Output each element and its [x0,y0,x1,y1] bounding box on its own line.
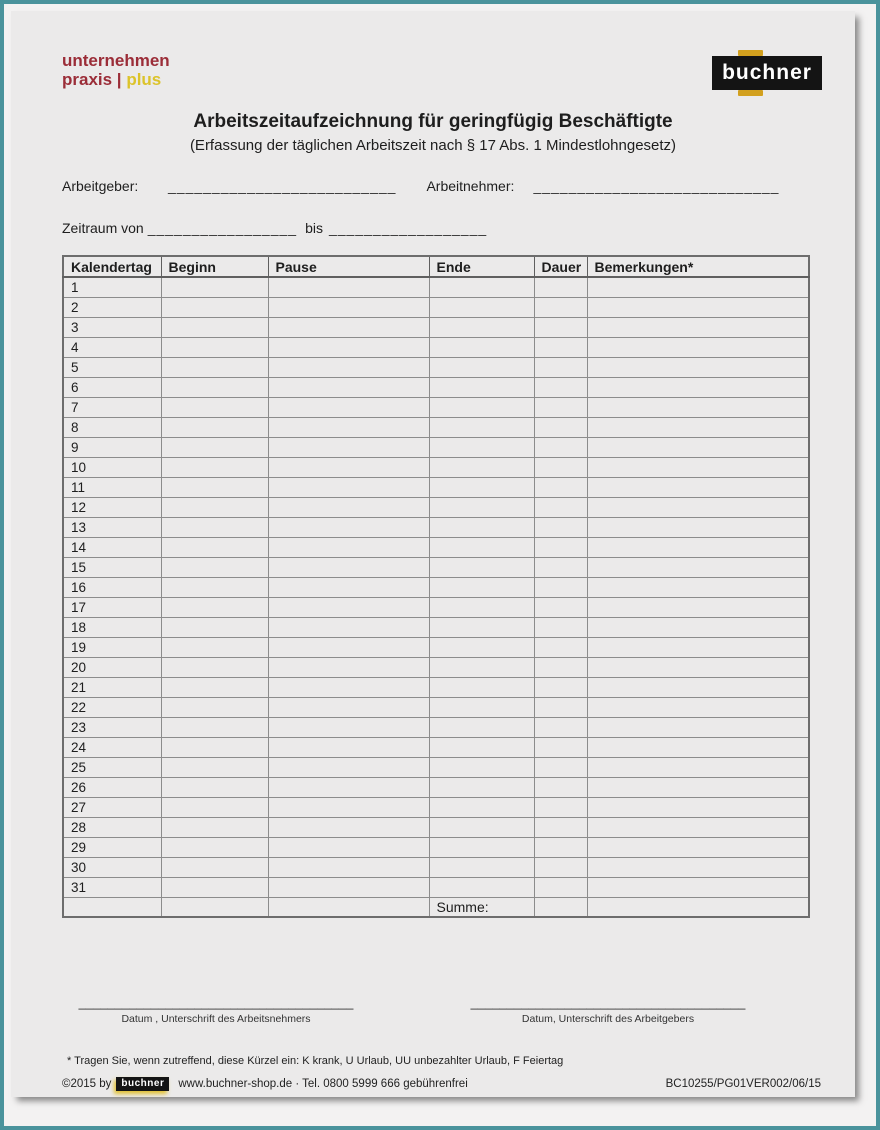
table-row [63,617,809,637]
entry-cell [268,817,429,837]
table-row [63,797,809,817]
day-number-cell: 5 [63,357,161,377]
entry-cell [587,657,809,677]
footer-contact-text: www.buchner-shop.de · Tel. 0800 5999 666 gebührenfrei [178,1078,468,1090]
entry-cell [587,397,809,417]
col-header-beginn: Beginn [161,256,268,277]
entry-cell [429,437,534,457]
entry-cell [429,357,534,377]
day-number-cell: 7 [63,397,161,417]
entry-cell [161,757,268,777]
entry-cell [534,357,587,377]
day-number-cell: 14 [63,537,161,557]
entry-cell [161,317,268,337]
entry-cell [429,277,534,297]
entry-cell [534,317,587,337]
buchner-logo-text: buchner [722,61,812,84]
entry-cell [534,537,587,557]
table-row [63,417,809,437]
entry-cell [534,457,587,477]
entry-cell [161,737,268,757]
entry-cell [429,777,534,797]
entry-cell [161,657,268,677]
entry-cell [161,477,268,497]
employee-signature-line: ______________________________________ [78,995,354,1010]
period-from-blank-line: _________________ [147,220,298,236]
entry-cell [534,297,587,317]
entry-cell [534,897,587,917]
entry-cell [161,837,268,857]
entry-cell [268,777,429,797]
entry-cell [161,697,268,717]
entry-cell [534,477,587,497]
entry-cell [268,517,429,537]
day-number-cell: 13 [63,517,161,537]
table-header [63,256,809,277]
table-row [63,877,809,897]
entry-cell [268,557,429,577]
entry-cell [268,837,429,857]
day-number-cell: 18 [63,617,161,637]
buchner-logo [712,56,822,90]
table-row [63,837,809,857]
table-row [63,477,809,497]
period-row [62,220,810,236]
entry-cell [429,657,534,677]
entry-cell [429,817,534,837]
entry-cell [161,437,268,457]
col-header-pause: Pause [268,256,429,277]
entry-cell [587,677,809,697]
entry-cell [534,597,587,617]
summe-label-cell: Summe: [429,897,534,917]
entry-cell [429,677,534,697]
entry-cell [587,717,809,737]
day-number-cell: 31 [63,877,161,897]
unternehmen-praxis-plus-logo [62,51,170,89]
entry-cell [268,737,429,757]
entry-cell [161,397,268,417]
table-row [63,657,809,677]
logo-plus: plus [126,70,162,90]
entry-cell [429,597,534,617]
entry-cell [587,337,809,357]
entry-cell [429,417,534,437]
entry-cell [268,397,429,417]
entry-cell [161,717,268,737]
entry-cell [587,457,809,477]
employee-label: Arbeitnehmer: [426,178,515,194]
entry-cell [534,677,587,697]
entry-cell [587,697,809,717]
entry-cell [587,297,809,317]
entry-cell [429,317,534,337]
entry-cell [161,677,268,697]
table-row [63,457,809,477]
day-number-cell: 24 [63,737,161,757]
employee-signature-block [66,995,366,1025]
entry-cell [429,477,534,497]
entry-cell [587,537,809,557]
day-number-cell: 3 [63,317,161,337]
period-bis-label: bis [305,220,323,236]
entry-cell [587,317,809,337]
table-row [63,517,809,537]
period-label: Zeitraum von [62,220,144,236]
entry-cell [268,657,429,677]
table-row [63,337,809,357]
entry-cell [534,437,587,457]
abbreviation-footnote: * Tragen Sie, wenn zutreffend, diese Kürzel ein: K krank, U Urlaub, UU unbezahlter Urlaub, F Feiertag [67,1055,564,1067]
table-row [63,597,809,617]
document-code: BC10255/PG01VER002/06/15 [665,1078,821,1090]
day-number-cell: 10 [63,457,161,477]
entry-cell [161,877,268,897]
entry-cell [587,517,809,537]
day-number-cell: 17 [63,597,161,617]
employer-signature-line: ______________________________________ [470,995,746,1010]
day-number-cell: 16 [63,577,161,597]
entry-cell [429,717,534,737]
entry-cell [268,757,429,777]
entry-cell [429,297,534,317]
entry-cell [534,657,587,677]
entry-cell [587,437,809,457]
entry-cell [587,377,809,397]
day-number-cell: 20 [63,657,161,677]
entry-cell [587,417,809,437]
entry-cell [268,857,429,877]
page-footer [62,1077,821,1091]
table-row [63,697,809,717]
employer-blank-line: __________________________ [168,178,397,194]
entry-cell [161,457,268,477]
table-row [63,377,809,397]
entry-cell [268,617,429,637]
entry-cell [268,337,429,357]
entry-cell [161,517,268,537]
entry-cell [587,597,809,617]
entry-cell [534,817,587,837]
entry-cell [587,897,809,917]
employee-blank-line: ____________________________ [533,178,780,194]
entry-cell [587,817,809,837]
day-number-cell: 29 [63,837,161,857]
entry-cell [268,677,429,697]
day-number-cell: 30 [63,857,161,877]
entry-cell [268,877,429,897]
entry-cell [587,577,809,597]
table-row [63,537,809,557]
logo-line1: unternehmen [62,51,170,70]
entry-cell [161,597,268,617]
entry-cell [587,737,809,757]
table-row [63,557,809,577]
day-number-cell: 2 [63,297,161,317]
entry-cell [268,437,429,457]
entry-cell [161,417,268,437]
table-row [63,317,809,337]
table-row [63,677,809,697]
entry-cell [429,737,534,757]
copyright-text: ©2015 by [62,1078,112,1090]
entry-cell [161,357,268,377]
table-row [63,637,809,657]
col-header-kalendertag: Kalendertag [63,256,161,277]
entry-cell [268,277,429,297]
title-block [11,111,855,154]
entry-cell [429,557,534,577]
table-row [63,297,809,317]
day-number-cell: 27 [63,797,161,817]
day-number-cell: 9 [63,437,161,457]
entry-cell [161,577,268,597]
table-row [63,577,809,597]
entry-cell [429,837,534,857]
entry-cell [268,457,429,477]
entry-cell [587,617,809,637]
employer-signature-block [458,995,758,1025]
table-row [63,397,809,417]
entry-cell [534,617,587,637]
entry-cell [534,757,587,777]
entry-cell [268,357,429,377]
day-number-cell: 15 [63,557,161,577]
entry-cell [268,597,429,617]
entry-cell [534,857,587,877]
entry-cell [268,897,429,917]
entry-cell [268,717,429,737]
day-number-cell: 6 [63,377,161,397]
entry-cell [587,857,809,877]
entry-cell [429,697,534,717]
entry-cell [534,397,587,417]
table-row [63,437,809,457]
entry-cell [429,857,534,877]
entry-cell [534,577,587,597]
employee-signature-label: Datum , Unterschrift des Arbeitsnehmers [121,1013,311,1025]
entry-cell [161,617,268,637]
page-title: Arbeitszeitaufzeichnung für geringfügig Beschäftigte [193,111,673,132]
header-logos [62,51,822,90]
table-row [63,857,809,877]
employer-signature-label: Datum, Unterschrift des Arbeitgebers [521,1013,695,1025]
day-number-cell: 23 [63,717,161,737]
entry-cell [534,717,587,737]
entry-cell [161,277,268,297]
entry-cell [429,377,534,397]
table-footer [63,897,809,917]
entry-cell [429,537,534,557]
entry-cell [587,777,809,797]
day-number-cell: 25 [63,757,161,777]
table-row [63,277,809,297]
entry-cell [587,637,809,657]
entry-cell [534,697,587,717]
entry-cell [161,497,268,517]
day-number-cell: 11 [63,477,161,497]
entry-cell [161,557,268,577]
entry-cell [587,797,809,817]
entry-cell [429,337,534,357]
entry-cell [429,397,534,417]
logo-praxis: praxis | [62,70,122,90]
entry-cell [161,777,268,797]
footer-buchner-logo: buchner [116,1077,169,1091]
table-header-row [63,256,809,277]
col-header-dauer: Dauer [534,256,587,277]
day-number-cell: 12 [63,497,161,517]
table-row [63,777,809,797]
table-row [63,497,809,517]
employer-label: Arbeitgeber: [62,178,139,194]
entry-cell [268,377,429,397]
entry-cell [161,537,268,557]
col-header-ende: Ende [429,256,534,277]
summe-row [63,897,809,917]
table-row [63,757,809,777]
entry-cell [429,517,534,537]
entry-cell [534,797,587,817]
table-row [63,357,809,377]
day-number-cell: 26 [63,777,161,797]
entry-cell [161,797,268,817]
entry-cell [429,877,534,897]
entry-cell [587,477,809,497]
entry-cell [429,797,534,817]
entry-cell [534,277,587,297]
footer-left [62,1077,468,1091]
day-number-cell: 19 [63,637,161,657]
entry-cell [534,877,587,897]
entry-cell [534,517,587,537]
table-row [63,817,809,837]
entry-cell [429,617,534,637]
entry-cell [268,537,429,557]
entry-cell [161,897,268,917]
page-subtitle: (Erfassung der täglichen Arbeitszeit nach § 17 Abs. 1 Mindestlohngesetz) [189,137,677,154]
entry-cell [63,897,161,917]
entry-cell [534,417,587,437]
entry-cell [587,837,809,857]
entry-cell [268,637,429,657]
day-number-cell: 4 [63,337,161,357]
working-time-table [62,255,810,918]
entry-cell [161,857,268,877]
col-header-bemerkungen: Bemerkungen* [587,256,809,277]
table-row [63,737,809,757]
logo-line2 [62,70,170,89]
entry-cell [268,797,429,817]
entry-cell [534,777,587,797]
table-row [63,717,809,737]
entry-cell [161,817,268,837]
day-number-cell: 21 [63,677,161,697]
entry-cell [587,357,809,377]
entry-cell [429,577,534,597]
day-number-cell: 28 [63,817,161,837]
entry-cell [534,557,587,577]
entry-cell [534,737,587,757]
entry-cell [161,337,268,357]
entry-cell [268,477,429,497]
day-number-cell: 8 [63,417,161,437]
entry-cell [161,297,268,317]
entry-cell [587,497,809,517]
entry-cell [268,297,429,317]
entry-cell [429,497,534,517]
entry-cell [268,417,429,437]
entry-cell [161,637,268,657]
entry-cell [268,577,429,597]
day-number-cell: 22 [63,697,161,717]
entry-cell [268,317,429,337]
employer-employee-row [62,178,810,194]
entry-cell [534,337,587,357]
entry-cell [534,377,587,397]
period-to-blank-line: __________________ [328,220,488,236]
entry-cell [161,377,268,397]
entry-cell [534,497,587,517]
entry-cell [587,557,809,577]
entry-cell [268,697,429,717]
entry-cell [534,837,587,857]
entry-cell [268,497,429,517]
entry-cell [429,757,534,777]
document-page [11,11,855,1097]
entry-cell [429,457,534,477]
entry-cell [429,637,534,657]
signature-section [62,995,810,1025]
table-body [63,277,809,897]
entry-cell [587,877,809,897]
entry-cell [534,637,587,657]
day-number-cell: 1 [63,277,161,297]
entry-cell [587,757,809,777]
entry-cell [587,277,809,297]
